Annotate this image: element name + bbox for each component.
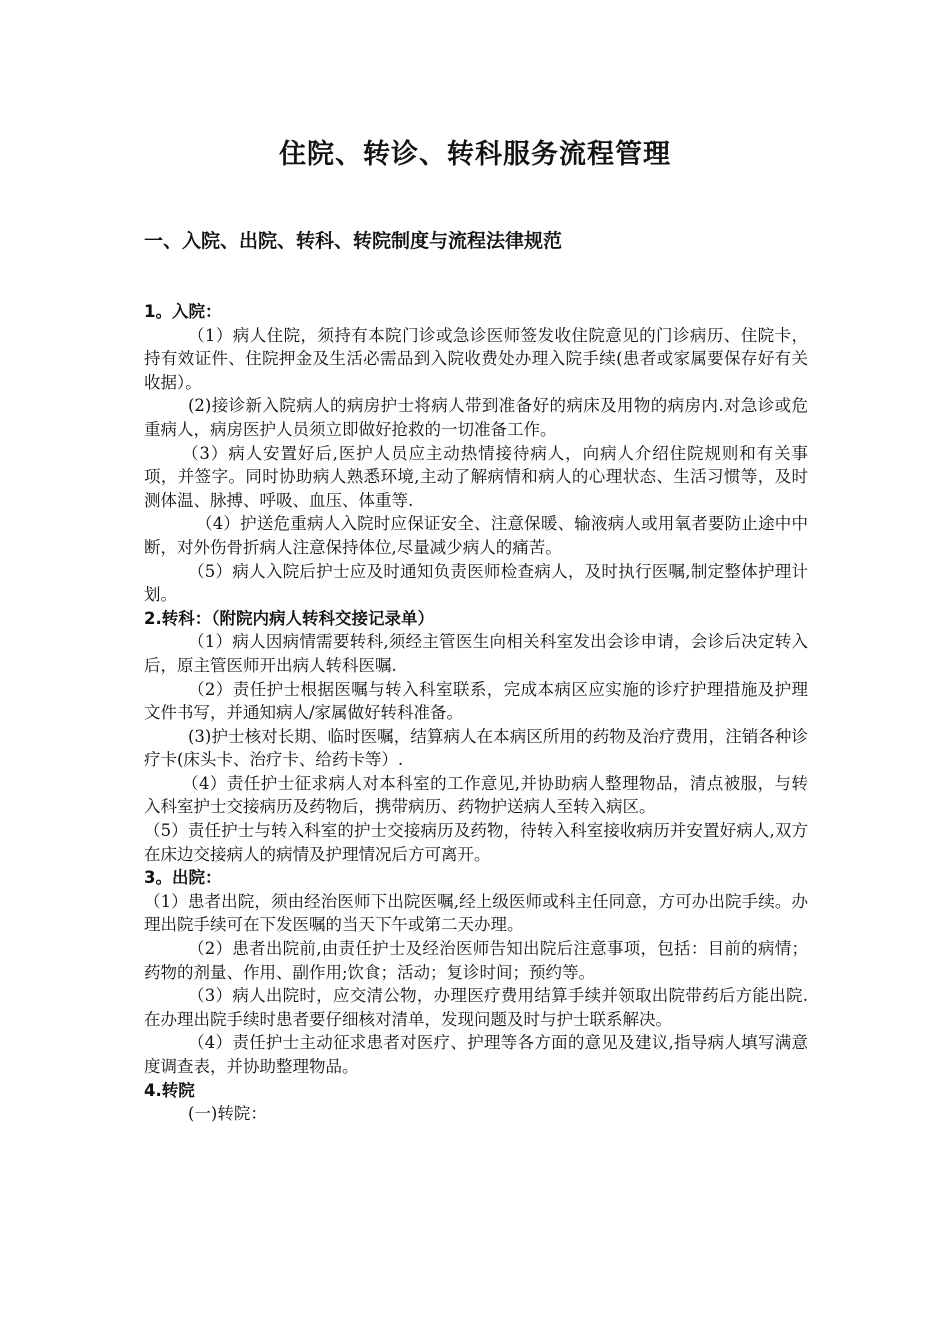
discharge-paragraph-4: （4）责任护士主动征求患者对医疗、护理等各方面的意见及建议,指导病人填写满意度调查表，并协助整理物品。 — [144, 1033, 808, 1076]
heading-admission: 1。入院： — [144, 302, 222, 321]
transfer-dept-paragraph-1: （1）病人因病情需要转科,须经主管医生向相关科室发出会诊申请，会诊后决定转入后，原主管医师开出病人转科医嘱. — [144, 632, 808, 675]
admission-paragraph-3: （3）病人安置好后,医护人员应主动热情接待病人，向病人介绍住院规则和有关事项，并签字。同时协助病人熟悉环境,主动了解病情和病人的心理状态、生活习惯等，及时测体温、脉搏、呼吸、血压、体重等. — [144, 443, 808, 510]
discharge-paragraph-2: （2）患者出院前,由责任护士及经治医师告知出院后注意事项，包括：目前的病情；药物的剂量、作用、副作用;饮食；活动；复诊时间；预约等。 — [144, 939, 808, 982]
document-body — [144, 300, 808, 1126]
heading-discharge: 3。出院： — [144, 868, 222, 888]
heading-transfer-hospital: 4.转院 — [144, 1080, 195, 1100]
discharge-paragraph-1: （1）患者出院，须由经治医师下出院医嘱,经上级医师或科主任同意，方可办出院手续。办理出院手续可在下发医嘱的当天下午或第二天办理。 — [144, 891, 808, 935]
transfer-dept-paragraph-2: （2）责任护士根据医嘱与转入科室联系，完成本病区应实施的诊疗护理措施及护理文件书写，并通知病人/家属做好转科准备。 — [144, 679, 808, 723]
transfer-hospital-subheading: (一)转院： — [188, 1104, 267, 1124]
transfer-dept-paragraph-4: （4）责任护士征求病人对本科室的工作意见,并协助病人整理物品，清点被服，与转入科室护士交接病历及药物后，携带病历、药物护送病人至转入病区。 — [144, 773, 808, 817]
transfer-dept-paragraph-5: （5）责任护士与转入科室的护士交接病历及药物，待转入科室接收病历并安置好病人,双方在床边交接病人的病情及护理情况后方可离开。 — [144, 821, 808, 864]
discharge-paragraph-3: （3）病人出院时，应交清公物，办理医疗费用结算手续并领取出院带药后方能出院.在办理出院手续时患者要仔细核对清单，发现问题及时与护士联系解决。 — [144, 986, 808, 1029]
transfer-dept-paragraph-3: (3)护士核对长期、临时医嘱，结算病人在本病区所用的药物及治疗费用，注销各种诊疗卡(床头卡、治疗卡、给药卡等）. — [144, 726, 808, 770]
heading-transfer-department: 2.转科：（附院内病人转科交接记录单） — [144, 608, 434, 628]
document-title: 住院、转诊、转科服务流程管理 — [279, 139, 671, 170]
admission-paragraph-5: （5）病人入院后护士应及时通知负责医师检查病人，及时执行医嘱,制定整体护理计划。 — [144, 561, 808, 605]
section-title: 一、入院、出院、转科、转院制度与流程法律规范 — [144, 230, 563, 252]
admission-paragraph-1: （1）病人住院，须持有本院门诊或急诊医师签发收住院意见的门诊病历、住院卡，持有效证件、住院押金及生活必需品到入院收费处办理入院手续(患者或家属要保存好有关收据）。 — [144, 325, 808, 392]
admission-paragraph-2: (2)接诊新入院病人的病房护士将病人带到准备好的病床及用物的病房内.对急诊或危重病人，病房医护人员须立即做好抢救的一切准备工作。 — [144, 396, 808, 439]
admission-paragraph-4: （4）护送危重病人入院时应保证安全、注意保暖、输液病人或用氧者要防止途中中断，对外伤骨折病人注意保持体位,尽量减少病人的痛苦。 — [144, 514, 808, 557]
